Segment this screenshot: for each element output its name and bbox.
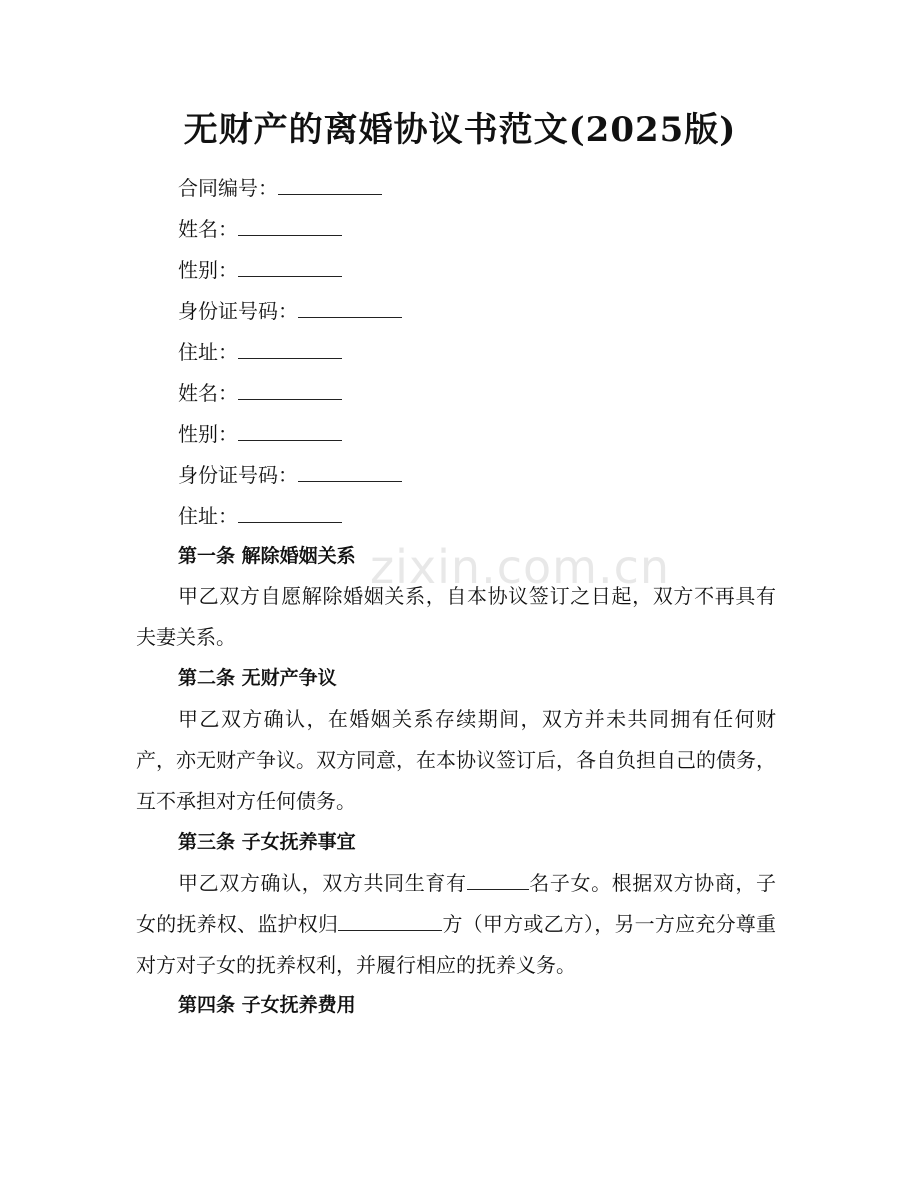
field-label: 住址： xyxy=(178,504,238,528)
section-3-body xyxy=(136,863,776,986)
section-3-text-1: 甲乙双方确认，双方共同生育有 xyxy=(178,871,467,895)
contract-number-blank[interactable] xyxy=(278,176,382,195)
section-3-text-3: 方（甲方或乙方），另一方应充分尊重对方对子女的抚养权利，并履行相应的抚养义务。 xyxy=(136,912,777,977)
party-b-address-blank[interactable] xyxy=(238,504,342,523)
watermark-text: zixin.com.cn xyxy=(370,540,671,594)
document-title: 无财产的离婚协议书范文(2025版) xyxy=(183,110,737,150)
party-a-gender-field xyxy=(178,255,342,285)
party-b-gender-field xyxy=(178,419,342,449)
section-1-heading: 第一条 解除婚姻关系 xyxy=(178,545,356,567)
section-2-heading: 第二条 无财产争议 xyxy=(178,667,337,689)
party-a-name-blank[interactable] xyxy=(238,217,342,236)
field-label: 姓名： xyxy=(178,217,238,241)
party-b-id-blank[interactable] xyxy=(298,463,402,482)
party-a-gender-blank[interactable] xyxy=(238,258,342,277)
party-b-address-field xyxy=(178,501,342,531)
field-label: 身份证号码： xyxy=(178,299,298,323)
section-3-heading: 第三条 子女抚养事宜 xyxy=(178,831,356,853)
party-a-id-field xyxy=(178,296,402,326)
section-1-body: 甲乙双方自愿解除婚姻关系，自本协议签订之日起，双方不再具有夫妻关系。 xyxy=(136,584,776,649)
section-4-heading: 第四条 子女抚养费用 xyxy=(178,994,356,1016)
field-label: 姓名： xyxy=(178,381,238,405)
party-a-address-blank[interactable] xyxy=(238,340,342,359)
field-label: 身份证号码： xyxy=(178,463,298,487)
field-label: 住址： xyxy=(178,340,238,364)
contract-number-field xyxy=(178,173,382,203)
party-a-name-field xyxy=(178,214,342,244)
section-2-body: 甲乙双方确认，在婚姻关系存续期间，双方并未共同拥有任何财产，亦无财产争议。双方同意，在本协议签订后，各自负担自己的债务，互不承担对方任何债务。 xyxy=(136,707,776,813)
custody-party-blank[interactable] xyxy=(338,910,442,931)
party-b-name-blank[interactable] xyxy=(238,381,342,400)
party-a-id-blank[interactable] xyxy=(298,299,402,318)
section-3-text-2: 名子女。根据双方协商，子女的抚养权、监护权归 xyxy=(136,871,777,936)
children-count-blank[interactable] xyxy=(467,869,529,890)
field-label: 性别： xyxy=(178,258,238,282)
party-b-id-field xyxy=(178,460,402,490)
party-a-address-field xyxy=(178,337,342,367)
party-b-gender-blank[interactable] xyxy=(238,422,342,441)
party-b-name-field xyxy=(178,378,342,408)
field-label: 合同编号： xyxy=(178,176,278,200)
field-label: 性别： xyxy=(178,422,238,446)
